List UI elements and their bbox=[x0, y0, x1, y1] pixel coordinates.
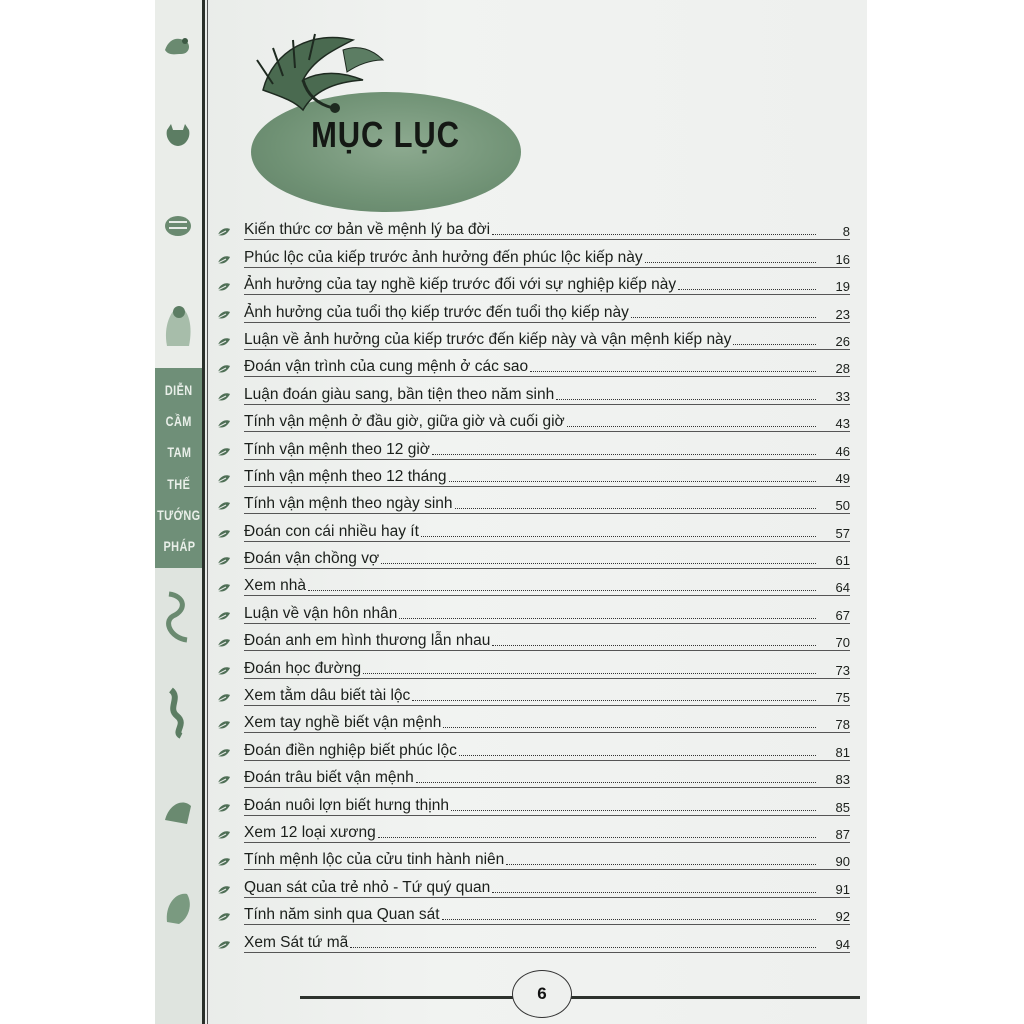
toc-entry bbox=[216, 597, 868, 624]
leaf-bullet-icon bbox=[216, 523, 232, 543]
entry-underline bbox=[244, 568, 850, 569]
band-word-2: CẦM bbox=[165, 412, 193, 429]
dot-leader bbox=[645, 261, 816, 263]
entry-underline bbox=[244, 678, 850, 679]
zodiac-ox-icon bbox=[161, 118, 195, 152]
toc-entry-title: Xem Sát tứ mã bbox=[244, 933, 349, 951]
toc-entry-page: 94 bbox=[835, 936, 850, 952]
leaf-bullet-icon bbox=[216, 879, 232, 899]
toc-entry-title: Xem tay nghề biết vận mệnh bbox=[244, 714, 442, 732]
leaf-bullet-icon bbox=[216, 632, 232, 652]
dot-leader bbox=[459, 754, 816, 756]
toc-entry-title: Ảnh hưởng của tay nghề kiếp trước đối với sự nghiệp kiếp này bbox=[244, 276, 677, 294]
leaf-bullet-icon bbox=[216, 413, 232, 433]
entry-underline bbox=[244, 952, 850, 953]
toc-entry-page: 81 bbox=[835, 744, 850, 760]
toc-entry-title: Xem 12 loại xương bbox=[244, 823, 376, 841]
margin-rule-thick bbox=[202, 0, 205, 1024]
entry-underline bbox=[244, 869, 850, 870]
toc-entry-page: 23 bbox=[835, 306, 850, 322]
toc-entry-title: Đoán vận trình của cung mệnh ở các sao bbox=[244, 358, 529, 376]
dot-leader bbox=[556, 398, 816, 400]
entry-underline bbox=[244, 541, 850, 542]
toc-entry-page: 87 bbox=[835, 826, 850, 842]
toc-entry-title: Quan sát của trẻ nhỏ - Tứ quý quan bbox=[244, 878, 491, 896]
toc-entry bbox=[216, 433, 868, 460]
toc-entry-page: 16 bbox=[835, 251, 850, 267]
dot-leader bbox=[442, 918, 816, 920]
entry-underline bbox=[244, 787, 850, 788]
entry-underline bbox=[244, 732, 850, 733]
toc-entry-page: 91 bbox=[835, 881, 850, 897]
leaf-bullet-icon bbox=[216, 714, 232, 734]
toc-entry bbox=[216, 324, 868, 351]
toc-entry-page: 70 bbox=[835, 635, 850, 651]
toc-entry-title: Đoán điền nghiệp biết phúc lộc bbox=[244, 741, 457, 759]
leaf-bullet-icon bbox=[216, 276, 232, 296]
toc-entry bbox=[216, 817, 868, 844]
entry-underline bbox=[244, 513, 850, 514]
toc-entry-title: Tính vận mệnh theo 12 giờ bbox=[244, 440, 430, 458]
toc-entry-title: Đoán anh em hình thương lẫn nhau bbox=[244, 632, 491, 650]
toc-entry-title: Tính vận mệnh theo ngày sinh bbox=[244, 495, 453, 513]
band-word-4: THẾ bbox=[167, 475, 191, 492]
table-of-contents bbox=[216, 214, 868, 954]
dot-leader bbox=[530, 370, 816, 372]
entry-underline bbox=[244, 842, 850, 843]
toc-entry-title: Xem nhà bbox=[244, 577, 307, 595]
toc-entry-page: 92 bbox=[835, 909, 850, 925]
band-word-1: DIỄN bbox=[165, 381, 193, 398]
entry-underline bbox=[244, 623, 850, 624]
toc-entry bbox=[216, 871, 868, 898]
dot-leader bbox=[506, 863, 816, 865]
entry-underline bbox=[244, 376, 850, 377]
leaf-bullet-icon bbox=[216, 386, 232, 406]
sidebar bbox=[155, 0, 203, 1024]
toc-entry-page: 33 bbox=[835, 388, 850, 404]
toc-entry-page: 78 bbox=[835, 717, 850, 733]
entry-underline bbox=[244, 924, 850, 925]
toc-entry bbox=[216, 789, 868, 816]
entry-underline bbox=[244, 760, 850, 761]
toc-entry bbox=[216, 625, 868, 652]
toc-entry bbox=[216, 488, 868, 515]
dot-leader bbox=[381, 562, 816, 564]
entry-underline bbox=[244, 404, 850, 405]
dot-leader bbox=[449, 480, 816, 482]
leaf-bullet-icon bbox=[216, 577, 232, 597]
zodiac-horse-icon bbox=[161, 790, 195, 830]
dot-leader bbox=[421, 535, 816, 537]
toc-entry-page: 19 bbox=[835, 279, 850, 295]
entry-underline bbox=[244, 486, 850, 487]
leaf-bullet-icon bbox=[216, 468, 232, 488]
entry-underline bbox=[244, 595, 850, 596]
leaf-bullet-icon bbox=[216, 934, 232, 954]
toc-entry-title: Kiến thức cơ bản về mệnh lý ba đời bbox=[244, 221, 491, 239]
toc-entry-page: 8 bbox=[842, 224, 850, 240]
band-word-6: PHÁP bbox=[163, 538, 195, 555]
margin-rule-thin bbox=[207, 0, 208, 1024]
toc-entry-page: 49 bbox=[835, 470, 850, 486]
dot-leader bbox=[678, 288, 816, 290]
leaf-bullet-icon bbox=[216, 331, 232, 351]
toc-entry bbox=[216, 844, 868, 871]
zodiac-goat-icon bbox=[161, 882, 195, 930]
toc-entry-title: Đoán nuôi lợn biết hưng thịnh bbox=[244, 796, 449, 814]
toc-entry-page: 46 bbox=[835, 443, 850, 459]
toc-entry-title: Đoán con cái nhiều hay ít bbox=[244, 522, 419, 540]
dot-leader bbox=[492, 233, 816, 235]
entry-underline bbox=[244, 897, 850, 898]
toc-entry bbox=[216, 734, 868, 761]
dot-leader bbox=[350, 946, 816, 948]
toc-entry-page: 43 bbox=[835, 416, 850, 432]
dot-leader bbox=[567, 425, 816, 427]
leaf-bullet-icon bbox=[216, 660, 232, 680]
toc-entry-title: Tính mệnh lộc của cửu tinh hành niên bbox=[244, 851, 505, 869]
dot-leader bbox=[492, 891, 816, 893]
toc-entry-title: Luận về vận hôn nhân bbox=[244, 604, 398, 622]
toc-entry-title: Tính vận mệnh theo 12 tháng bbox=[244, 467, 447, 485]
dot-leader bbox=[492, 644, 816, 646]
entry-underline bbox=[244, 815, 850, 816]
toc-entry-title: Đoán trâu biết vận mệnh bbox=[244, 769, 414, 787]
band-word-3: TAM bbox=[166, 444, 192, 461]
footer-rule bbox=[300, 996, 860, 999]
entry-underline bbox=[244, 705, 850, 706]
leaf-bullet-icon bbox=[216, 304, 232, 324]
toc-entry bbox=[216, 269, 868, 296]
toc-entry-title: Xem tằm dâu biết tài lộc bbox=[244, 687, 411, 705]
toc-entry-page: 67 bbox=[835, 607, 850, 623]
toc-entry-title: Luận về ảnh hưởng của kiếp trước đến kiếp này và vận mệnh kiếp này bbox=[244, 330, 732, 348]
dot-leader bbox=[451, 809, 816, 811]
toc-entry bbox=[216, 899, 868, 926]
toc-entry-title: Đoán vận chồng vợ bbox=[244, 550, 380, 568]
toc-entry-page: 26 bbox=[835, 333, 850, 349]
leaf-bullet-icon bbox=[216, 550, 232, 570]
page-number-badge bbox=[512, 970, 572, 1018]
toc-entry bbox=[216, 406, 868, 433]
toc-entry bbox=[216, 926, 868, 953]
page-number: 6 bbox=[537, 984, 547, 1003]
zodiac-cat-icon bbox=[161, 296, 195, 352]
toc-entry-page: 28 bbox=[835, 361, 850, 377]
dot-leader bbox=[416, 781, 816, 783]
toc-entry bbox=[216, 652, 868, 679]
entry-underline bbox=[244, 294, 850, 295]
toc-entry bbox=[216, 241, 868, 268]
leaf-bullet-icon bbox=[216, 495, 232, 515]
dot-leader bbox=[412, 699, 816, 701]
toc-entry bbox=[216, 351, 868, 378]
entry-underline bbox=[244, 431, 850, 432]
entry-underline bbox=[244, 459, 850, 460]
dot-leader bbox=[631, 316, 816, 318]
leaf-bullet-icon bbox=[216, 769, 232, 789]
toc-entry bbox=[216, 378, 868, 405]
leaf-bullet-icon bbox=[216, 824, 232, 844]
toc-entry-page: 50 bbox=[835, 498, 850, 514]
toc-entry-page: 75 bbox=[835, 690, 850, 706]
sidebar-title-band bbox=[155, 368, 203, 568]
entry-underline bbox=[244, 349, 850, 350]
leaf-bullet-icon bbox=[216, 797, 232, 817]
entry-underline bbox=[244, 267, 850, 268]
dot-leader bbox=[378, 836, 816, 838]
header bbox=[243, 20, 523, 230]
dot-leader bbox=[455, 507, 816, 509]
zodiac-dragon-icon bbox=[161, 586, 195, 646]
toc-entry bbox=[216, 296, 868, 323]
toc-entry bbox=[216, 543, 868, 570]
dot-leader bbox=[399, 617, 816, 619]
toc-entry-page: 73 bbox=[835, 662, 850, 678]
toc-entry-page: 61 bbox=[835, 553, 850, 569]
toc-entry-title: Tính vận mệnh ở đầu giờ, giữa giờ và cuối giờ bbox=[244, 413, 565, 431]
toc-entry bbox=[216, 570, 868, 597]
entry-underline bbox=[244, 322, 850, 323]
zodiac-rat-icon bbox=[161, 28, 195, 62]
toc-entry-title: Đoán học đường bbox=[244, 659, 362, 677]
toc-entry bbox=[216, 461, 868, 488]
leaf-bullet-icon bbox=[216, 358, 232, 378]
sidebar-lower bbox=[155, 568, 203, 1024]
page-title: MỤC LỤC bbox=[311, 114, 460, 155]
entry-underline bbox=[244, 650, 850, 651]
toc-entry-page: 83 bbox=[835, 772, 850, 788]
toc-entry-title: Phúc lộc của kiếp trước ảnh hưởng đến phúc lộc kiếp này bbox=[244, 248, 643, 266]
toc-entry-title: Ảnh hưởng của tuổi thọ kiếp trước đến tuổi thọ kiếp này bbox=[244, 303, 629, 321]
dot-leader bbox=[733, 343, 816, 345]
dot-leader bbox=[363, 672, 816, 674]
entry-underline bbox=[244, 239, 850, 240]
band-word-5: TƯỚNG bbox=[157, 506, 201, 523]
leaf-bullet-icon bbox=[216, 249, 232, 269]
toc-entry bbox=[216, 515, 868, 542]
leaf-bullet-icon bbox=[216, 441, 232, 461]
toc-entry-page: 57 bbox=[835, 525, 850, 541]
dot-leader bbox=[443, 726, 816, 728]
toc-entry-title: Tính năm sinh qua Quan sát bbox=[244, 906, 440, 924]
toc-entry-page: 85 bbox=[835, 799, 850, 815]
leaf-bullet-icon bbox=[216, 906, 232, 926]
zodiac-tiger-icon bbox=[161, 208, 195, 242]
toc-entry bbox=[216, 680, 868, 707]
leaf-bullet-icon bbox=[216, 221, 232, 241]
leaf-bullet-icon bbox=[216, 605, 232, 625]
zodiac-snake-icon bbox=[161, 684, 195, 740]
toc-entry-title: Luận đoán giàu sang, bần tiện theo năm sinh bbox=[244, 385, 555, 403]
leaf-bullet-icon bbox=[216, 742, 232, 762]
toc-entry bbox=[216, 707, 868, 734]
toc-entry-page: 90 bbox=[835, 854, 850, 870]
dot-leader bbox=[432, 453, 816, 455]
toc-entry-page: 64 bbox=[835, 580, 850, 596]
leaf-bullet-icon bbox=[216, 851, 232, 871]
toc-entry bbox=[216, 762, 868, 789]
toc-entry bbox=[216, 214, 868, 241]
leaf-bullet-icon bbox=[216, 687, 232, 707]
dot-leader bbox=[308, 589, 816, 591]
